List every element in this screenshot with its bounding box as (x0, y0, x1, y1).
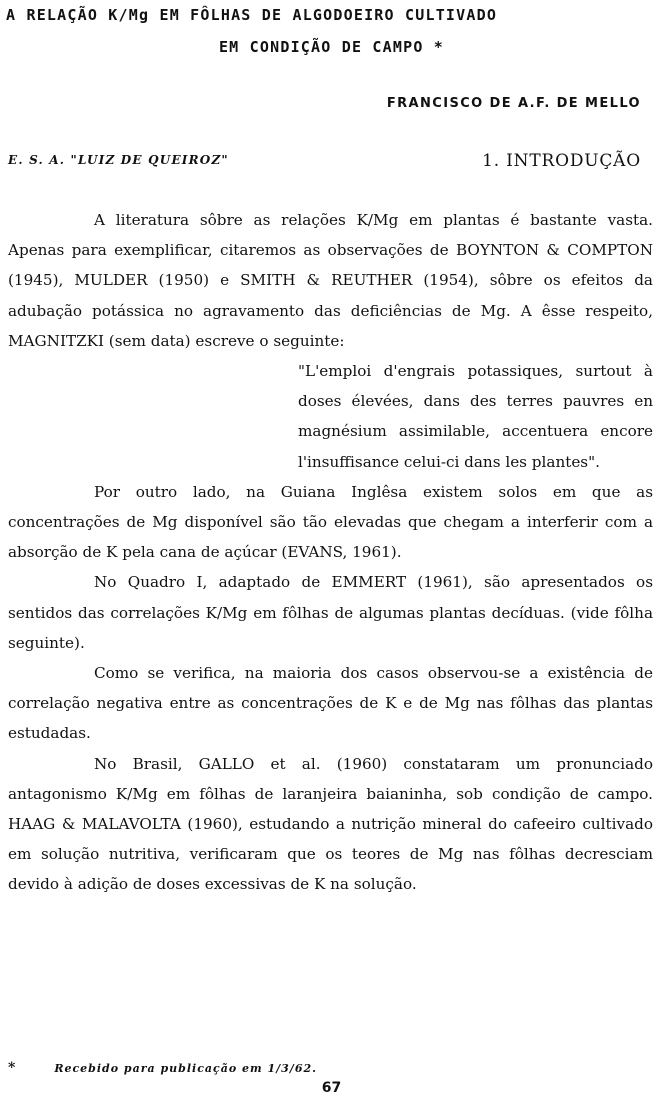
title-line-1: A RELAÇÃO K/Mg EM FÔLHAS DE ALGODOEIRO CULTIVADO (6, 6, 498, 24)
author-name: FRANCISCO DE A.F. DE MELLO (386, 96, 641, 111)
footnote-mark: * (8, 1060, 17, 1076)
body-text (8, 205, 653, 900)
footnote (8, 1060, 317, 1076)
paragraph-guiana: Por outro lado, na Guiana Inglêsa existem solos em que as concentrações de Mg disponível são tão elevadas que chegam a interferir com a absorção de K pela cana de açúcar (EVANS, 1961). (8, 482, 653, 562)
footnote-text: Recebido para publicação em 1/3/62. (54, 1062, 317, 1075)
affiliation: E. S. A. "LUIZ DE QUEIROZ" (8, 153, 229, 167)
paragraph-quadro: No Quadro I, adaptado de EMMERT (1961), são apresentados os sentidos das correlações K/Mg em fôlhas de algumas plantas decíduas. (vide fôlha seguinte). (8, 573, 653, 652)
paragraph-intro: A literatura sôbre as relações K/Mg em plantas é bastante vasta. Apenas para exemplificar, citaremos as observações de BOYNTON & COMPTON (1945), MULDER (1950) e SMITH & REUTHER (1954), sôbre os efeitos da adubação potássica no agravamento das deficiências de Mg. A êsse respeito, MAGNITZKI (sem data) escreve o seguinte: (8, 211, 653, 350)
page-number: 67 (321, 1080, 342, 1096)
paragraph-brasil: No Brasil, GALLO et al. (1960) constataram um pronunciado antagonismo K/Mg em fôlhas de laranjeira baianinha, sob condição de campo. HAAG & MALAVOLTA (1960), estudando a nutrição mineral do cafeeiro cultivado em solução nutritiva, verificaram que os teores de Mg nas fôlhas decresciam devido à adição de doses excessivas de K na solução. (8, 754, 653, 894)
section-heading: 1. INTRODUÇÃO (482, 151, 641, 171)
title-line-2: EM CONDIÇÃO DE CAMPO * (218, 38, 445, 56)
paragraph-correlation: Como se verifica, na maioria dos casos observou-se a existência de correlação negativa entre as concentrações de K e de Mg nas fôlhas das plantas estudadas. (8, 664, 653, 743)
block-quote: "L'emploi d'engrais potassiques, surtout à doses élevées, dans des terres pauvres en magnésium assimilable, accentuera encore l'insuffisance celui-ci dans les plantes". (298, 362, 653, 471)
